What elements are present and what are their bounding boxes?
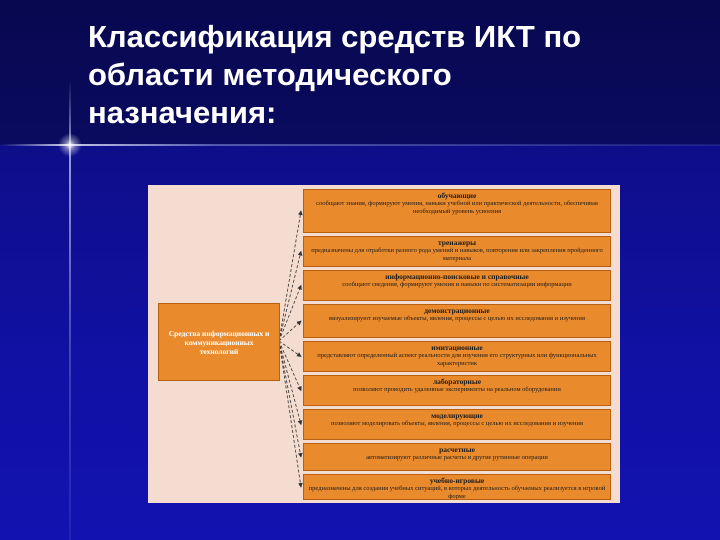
category-box-uchebno-igrovye <box>303 474 611 500</box>
category-title: лабораторные <box>432 377 482 386</box>
source-box <box>158 303 280 381</box>
category-description: предназначены для отработки разного рода умений и навыков, повторения или закрепления пройденного материала <box>311 247 603 262</box>
slide-title <box>88 18 688 132</box>
category-box-obuchayushchie <box>303 189 611 233</box>
slide-title-line-1: Классификация средств ИКТ по <box>88 19 582 54</box>
connector-arrow <box>279 252 301 342</box>
category-box-demonstratsionnye <box>303 304 611 338</box>
category-list <box>303 189 611 499</box>
category-title: учебно-игровые <box>429 476 485 485</box>
category-box-trenazhery <box>303 236 611 267</box>
connector-arrow <box>279 341 301 357</box>
decorative-horizontal-line <box>0 144 720 146</box>
connector-arrow <box>279 341 301 391</box>
category-box-informatsionno-poiskovye <box>303 270 611 301</box>
category-description: сообщают знания, формируют умения, навыки учебной или практической деятельности, обеспечивая необходимый уровень усвоения <box>316 200 598 215</box>
category-title: демонстрационные <box>424 306 490 315</box>
slide-title-line-2: области методического <box>88 57 452 92</box>
category-title: тренажеры <box>437 238 477 247</box>
category-box-laboratornye <box>303 375 611 406</box>
category-description: позволяют моделировать объекты, явления, процессы с целью их исследования и изучения <box>331 420 583 427</box>
connector-arrow <box>279 341 301 487</box>
category-box-raschetnye <box>303 443 611 471</box>
category-box-imitatsionnye <box>303 341 611 372</box>
connector-arrow <box>279 341 301 457</box>
category-description: представляют определенный аспект реальности для изучения его структурных или функциональных характеристик <box>317 352 597 367</box>
sparkle-icon <box>58 133 82 157</box>
category-box-modeliruyushchie <box>303 409 611 440</box>
category-description: автоматизируют различные расчеты и другие рутинные операции <box>366 454 548 461</box>
connector-arrow <box>279 321 301 341</box>
category-description: позволяют проводить удаленные эксперименты на реальном оборудовании <box>353 386 561 393</box>
category-title: моделирующие <box>431 411 483 420</box>
connector-arrow <box>279 211 301 341</box>
classification-diagram <box>148 185 620 503</box>
category-title: информационно-поисковые и справочные <box>385 272 529 281</box>
category-description: предназначены для создания учебных ситуаций, в которых деятельность обучаемых реализуется в игровой форме <box>308 485 606 500</box>
category-description: визуализируют изучаемые объекты, явления, процессы с целью их исследования и изучения <box>329 315 585 322</box>
category-title: расчетные <box>439 445 475 454</box>
connector-arrow <box>279 286 301 342</box>
category-description: сообщают сведения, формируют умения и навыки по систематизации информации <box>342 281 572 288</box>
slide-title-line-3: назначения: <box>88 95 277 130</box>
category-title: имитационные <box>431 343 483 352</box>
source-label: Средства информационных и коммуникационных технологий <box>168 328 270 356</box>
category-title: обучающие <box>437 191 477 200</box>
